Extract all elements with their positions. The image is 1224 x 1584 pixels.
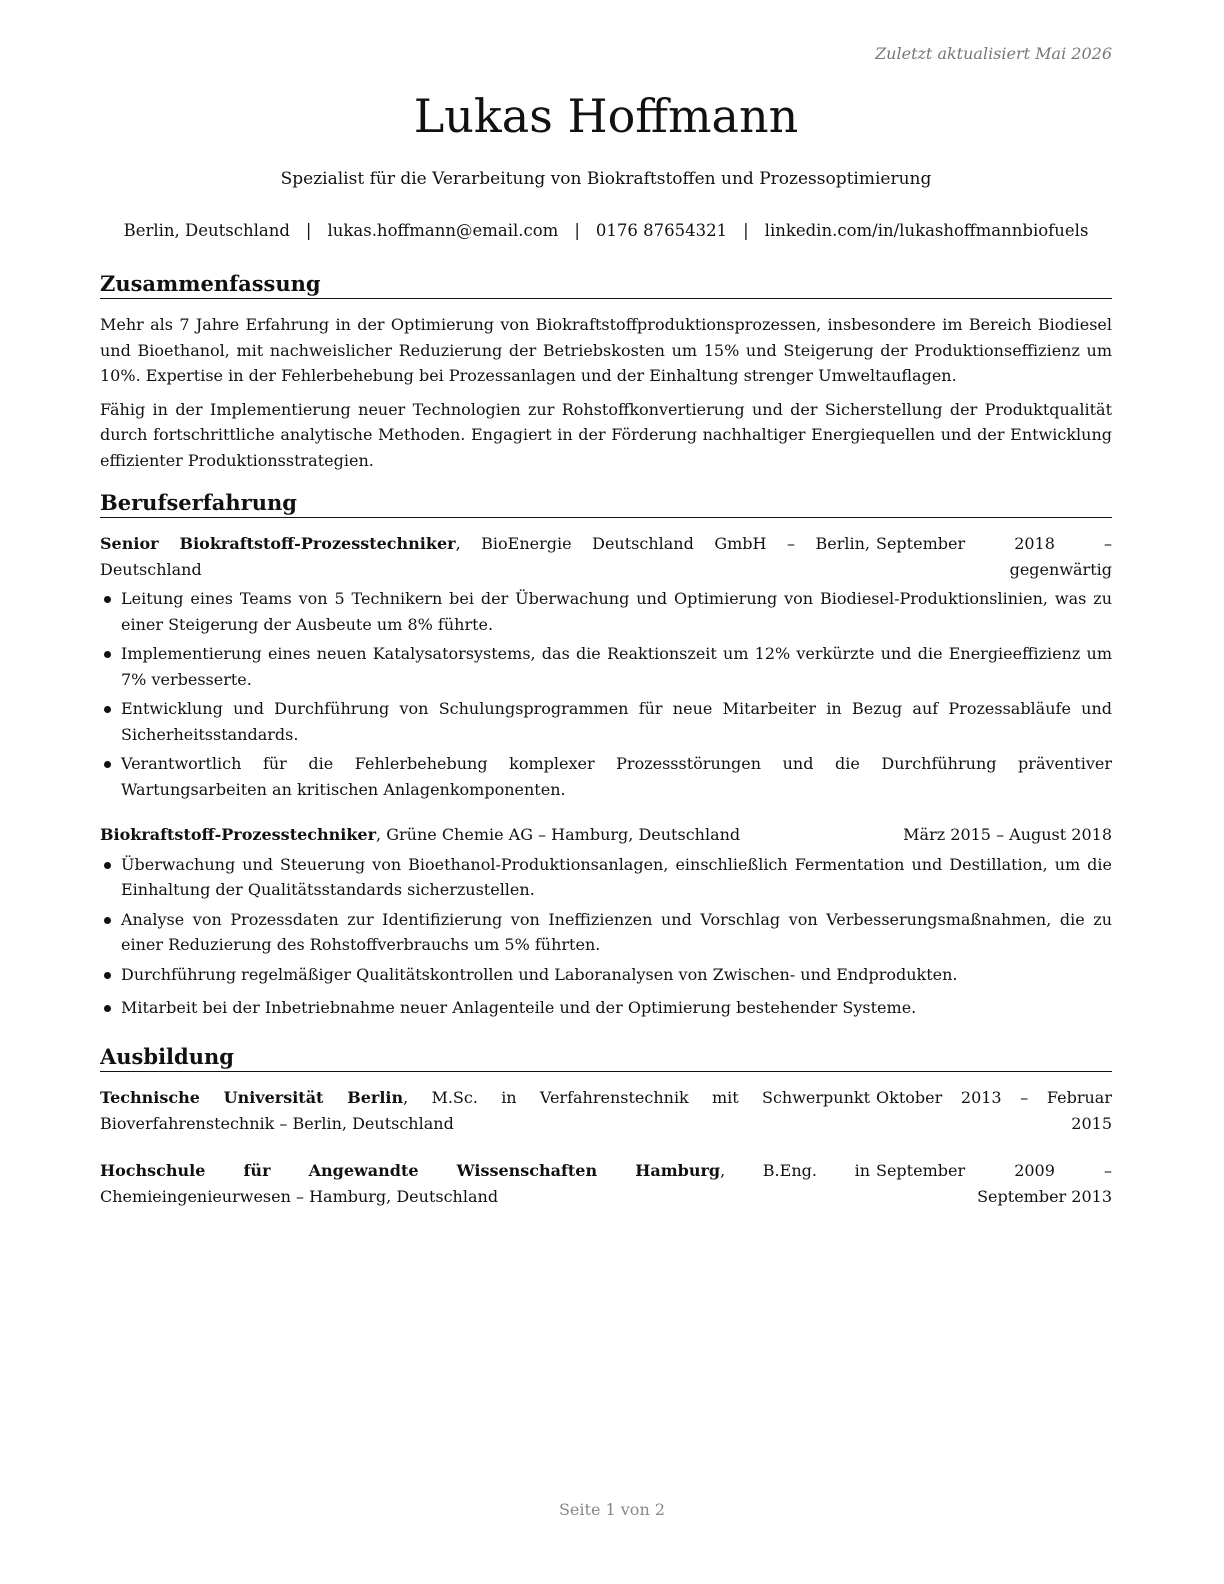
section-title-summary: Zusammenfassung [100,270,1112,299]
job-entry [100,822,1112,1021]
education-entry [100,1085,1112,1136]
list-item: Durchführung regelmäßiger Qualitätskontrollen und Laboranalysen von Zwischen- und Endprodukten. [100,962,1112,988]
education-title-line [100,1085,870,1136]
contact-line [100,218,1112,244]
contact-email[interactable]: lukas.hoffmann@email.com [327,221,559,240]
job-header [100,531,1112,582]
section-title-experience: Berufserfahrung [100,489,1112,518]
list-item: Analyse von Prozessdaten zur Identifizierung von Ineffizienzen und Vorschlag von Verbesserungsmaßnahmen, die zu einer Reduzierung des Rohstoffverbrauchs um 5% führten. [100,907,1112,958]
job-bullets [100,586,1112,802]
job-dates: März 2015 – August 2018 [903,825,1112,844]
education-degree: , M.Sc. in Verfahrenstechnik mit Schwerpunkt Bioverfahrenstechnik – Berlin, Deutschland [100,1088,870,1133]
experience-section [100,489,1112,1021]
contact-separator: | [574,221,580,240]
education-dates: September 2009 – September 2013 [876,1161,1112,1206]
last-updated: Zuletzt aktualisiert Mai 2026 [875,44,1112,63]
contact-separator: | [743,221,749,240]
contact-linkedin[interactable]: linkedin.com/in/lukashoffmannbiofuels [764,221,1089,240]
contact-phone: 0176 87654321 [595,221,728,240]
list-item: Leitung eines Teams von 5 Technikern bei der Überwachung und Optimierung von Biodiesel-Produktionslinien, was zu einer Steigerung der Ausbeute um 8% führte. [100,586,1112,637]
education-institution: Technische Universität Berlin [100,1088,404,1107]
list-item: Überwachung und Steuerung von Bioethanol-Produktionsanlagen, einschließlich Fermentation und Destillation, um die Einhaltung der Qualitätsstandards sicherzustellen. [100,852,1112,903]
education-title-line [100,1158,870,1209]
job-role: Biokraftstoff-Prozesstechniker [100,825,377,844]
candidate-name: Lukas Hoffmann [413,89,799,143]
job-dates: September 2018 – gegenwärtig [876,534,1112,579]
education-header [100,1085,1112,1136]
contact-location: Berlin, Deutschland [123,221,290,240]
education-header [100,1158,1112,1209]
page-number: Seite 1 von 2 [558,1500,666,1519]
list-item: Verantwortlich für die Fehlerbehebung komplexer Prozessstörungen und die Durchführung präventiver Wartungsarbeiten an kritischen Anlagenkomponenten. [100,751,1112,802]
job-header [100,822,1112,848]
job-bullets [100,852,1112,1021]
education-institution: Hochschule für Angewandte Wissenschaften Hamburg [100,1161,721,1180]
education-section [100,1043,1112,1209]
list-item: Mitarbeit bei der Inbetriebnahme neuer Anlagenteile und der Optimierung bestehender Systeme. [100,995,1112,1021]
list-item: Implementierung eines neuen Katalysatorsystems, das die Reaktionszeit um 12% verkürzte und die Energieeffizienz um 7% verbesserte. [100,641,1112,692]
job-role: Senior Biokraftstoff-Prozesstechniker [100,534,456,553]
summary-paragraph: Fähig in der Implementierung neuer Technologien zur Rohstoffkonvertierung und der Sicherstellung der Produktqualität durch fortschrittliche analytische Methoden. Engagiert in der Förderung nachhaltiger Energiequellen und der Entwicklung effizienter Produktionsstrategien. [100,399,1112,470]
headline: Spezialist für die Verarbeitung von Biokraftstoffen und Prozessoptimierung [280,169,932,189]
list-item: Entwicklung und Durchführung von Schulungsprogrammen für neue Mitarbeiter in Bezug auf Prozessabläufe und Sicherheitsstandards. [100,696,1112,747]
job-company: , BioEnergie Deutschland GmbH – Berlin, Deutschland [100,534,870,579]
education-entry [100,1158,1112,1209]
job-title-line [100,822,870,848]
summary-section [100,270,1112,473]
contact-separator: | [305,221,312,240]
job-entry [100,531,1112,802]
education-degree: , B.Eng. in Chemieingenieurwesen – Hamburg, Deutschland [100,1161,871,1206]
section-title-education: Ausbildung [100,1043,1112,1072]
job-title-line [100,531,870,582]
job-company: , Grüne Chemie AG – Hamburg, Deutschland [376,825,741,844]
education-dates: Oktober 2013 – Februar 2015 [876,1088,1112,1133]
summary-paragraph: Mehr als 7 Jahre Erfahrung in der Optimierung von Biokraftstoffproduktionsprozessen, insbesondere im Bereich Biodiesel und Bioethanol, mit nachweislicher Reduzierung der Betriebskosten um 15% und Steigerung der Produktionseffizienz um 10%. Expertise in der Fehlerbehebung bei Prozessanlagen und der Einhaltung strenger Umweltauflagen. [100,315,1112,385]
